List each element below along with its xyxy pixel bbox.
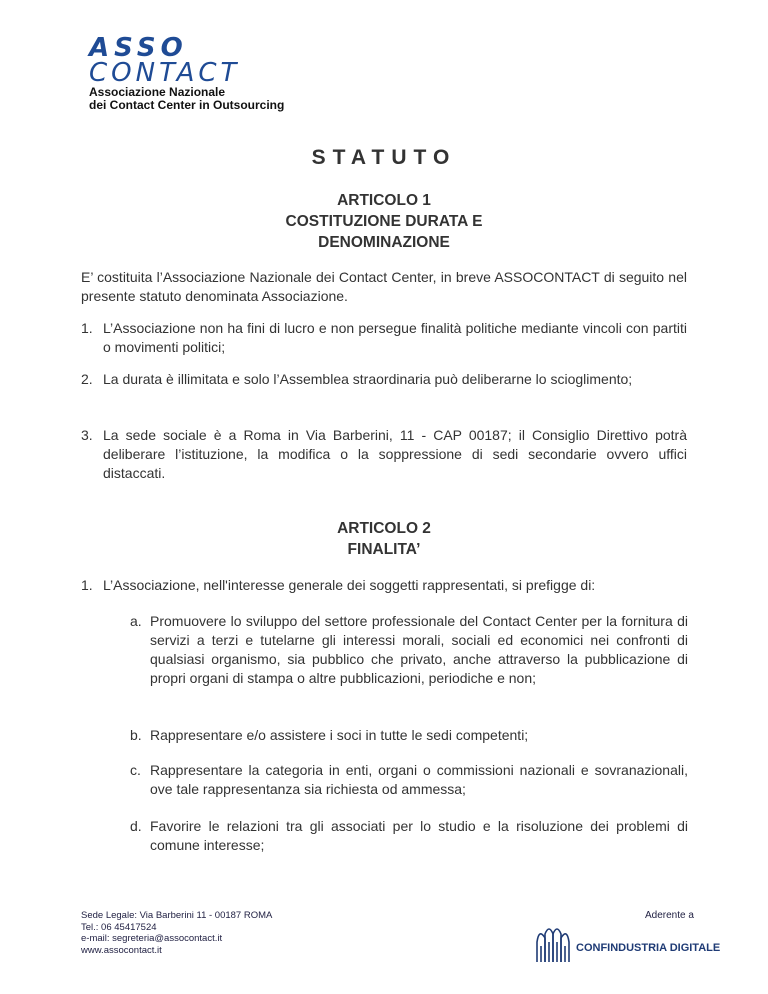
footer-contact-info — [81, 910, 272, 956]
logo-contact: CONTACT — [89, 58, 241, 88]
article-2-heading: FINALITA’ — [347, 541, 421, 558]
footer-email[interactable]: e-mail: segreteria@assocontact.it — [81, 933, 223, 944]
logo-subtitle-2: dei Contact Center in Outsourcing — [89, 98, 285, 112]
subitem-text: Rappresentare la categoria in enti, organi o commissioni nazionali e sovranazionali, ove tale rappresentanza sia richiesta od ammessa; — [150, 762, 688, 797]
subitem-text: Rappresentare e/o assistere i soci in tutte le sedi competenti; — [150, 727, 529, 743]
article-1-item-2 — [81, 370, 687, 389]
subitem-text: Promuovere lo sviluppo del settore professionale del Contact Center per la fornitura di servizi a terzi e tutelarne gli interessi morali, sociali ed economici nei confronti di qualsiasi organismo, sia pubblico che privato, anche attraverso la pubblicazione di propri organi di stampa o altre pubblicazioni, periodiche e non; — [150, 613, 688, 686]
subitem-letter: c. — [130, 762, 141, 778]
article-2-subitem-a — [130, 612, 688, 688]
article-1-item-1 — [81, 319, 687, 357]
subitem-text: Favorire le relazioni tra gli associati per lo studio e la risoluzione dei problemi di comune interesse; — [150, 818, 688, 853]
logo-asso: ASSO — [89, 33, 188, 63]
article-1-item-3 — [81, 426, 687, 483]
article-2-subitem-d — [130, 817, 688, 855]
document-title: STATUTO — [311, 146, 457, 169]
item-number: 1. — [81, 320, 93, 336]
footer-website[interactable]: www.assocontact.it — [81, 944, 162, 956]
article-2-item-1 — [81, 576, 687, 595]
item-text: La durata è illimitata e solo l’Assemblea straordinaria può deliberarne lo scioglimento; — [103, 371, 633, 387]
article-1-heading-line1: COSTITUZIONE DURATA E — [285, 213, 483, 230]
item-number: 1. — [81, 577, 93, 593]
item-text: La sede sociale è a Roma in Via Barberini, 11 - CAP 00187; il Consiglio Direttivo potrà deliberare l’istituzione, la modifica o la soppressione di sedi secondarie ovvero uffici distaccati. — [103, 427, 687, 481]
article-1-heading-line2: DENOMINAZIONE — [318, 234, 450, 251]
logo-subtitle-1: Associazione Nazionale — [89, 85, 226, 99]
article-1-intro: E’ costituita l’Associazione Nazionale dei Contact Center, in breve ASSOCONTACT di seguito nel presente statuto denominata Associazione. — [81, 269, 687, 304]
footer-aderente: Aderente a — [645, 910, 694, 921]
subitem-letter: d. — [130, 818, 142, 834]
article-2-subitem-b — [130, 726, 688, 745]
subitem-letter: a. — [130, 613, 142, 629]
confindustria-digitale-label: CONFINDUSTRIA DIGITALE — [576, 942, 721, 954]
article-1-number: ARTICOLO 1 — [337, 192, 431, 209]
item-text: L’Associazione non ha fini di lucro e non persegue finalità politiche mediante vincoli con partiti o movimenti politici; — [103, 320, 687, 355]
footer-address: Sede Legale: Via Barberini 11 - 00187 ROMA — [81, 910, 273, 921]
footer-phone: Tel.: 06 45417524 — [81, 921, 157, 933]
assocontact-logo — [89, 33, 285, 112]
item-number: 3. — [81, 427, 93, 443]
confindustria-logo-icon — [533, 924, 573, 964]
subitem-letter: b. — [130, 727, 142, 743]
article-2-number: ARTICOLO 2 — [337, 520, 431, 537]
item-text: L’Associazione, nell'interesse generale dei soggetti rappresentati, si prefigge di: — [103, 577, 596, 593]
item-number: 2. — [81, 371, 93, 387]
article-2-subitem-c — [130, 761, 688, 799]
